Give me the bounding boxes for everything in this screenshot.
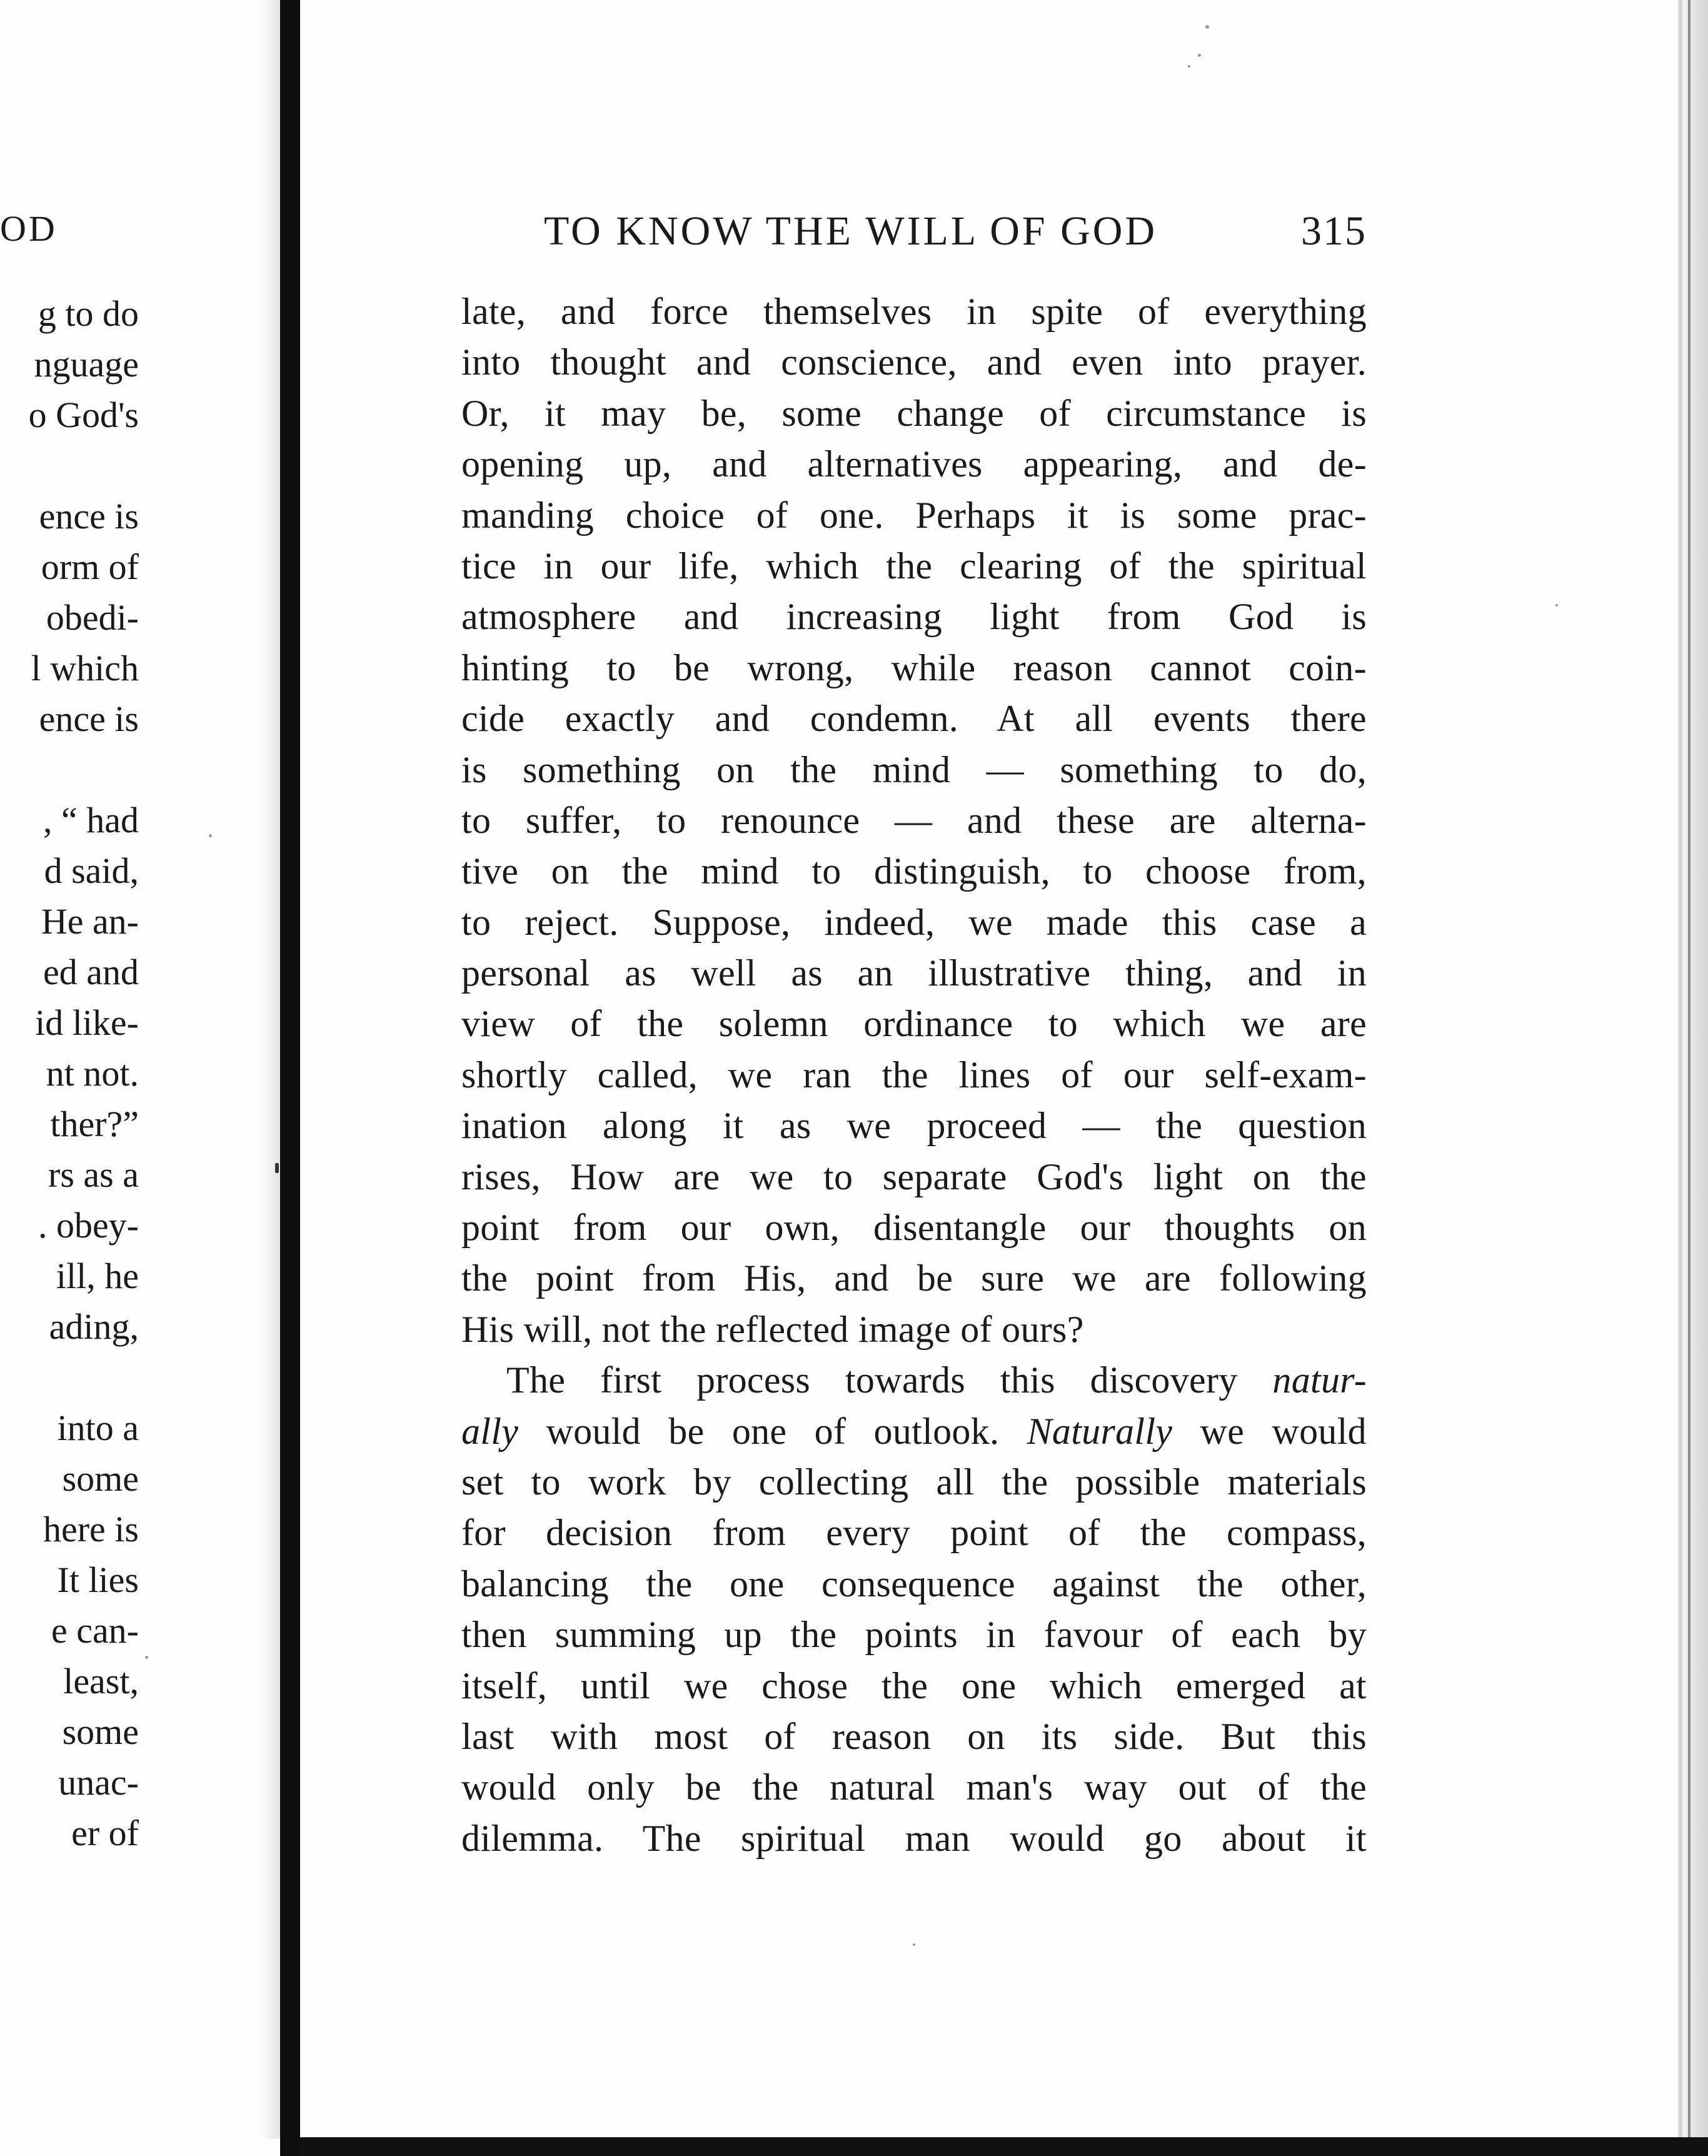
text-line: is something on the mind — something to do,	[461, 748, 1367, 790]
text-line: hinting to be wrong, while reason cannot coin-	[461, 647, 1367, 688]
left-line: l which	[31, 648, 139, 688]
text-line: to reject. Suppose, indeed, we made this case a	[461, 901, 1367, 943]
left-line: some	[62, 1458, 139, 1499]
text-run: we would	[1172, 1410, 1367, 1452]
italic-run: natur-	[1272, 1359, 1367, 1401]
text-line: then summing up the points in favour of each by	[461, 1614, 1367, 1656]
text-line: tive on the mind to distinguish, to choose from,	[461, 850, 1367, 892]
left-line: into a	[57, 1408, 139, 1448]
left-facing-page	[0, 0, 280, 2138]
left-line: g to do	[38, 293, 139, 334]
scan-speck	[1205, 25, 1209, 29]
left-line: obedi-	[46, 597, 139, 638]
text-line: to suffer, to renounce — and these are alterna-	[461, 799, 1367, 841]
left-line: , “ had	[43, 800, 139, 840]
running-title: TO KNOW THE WILL OF GOD	[544, 208, 1158, 254]
page-number: 315	[1301, 208, 1367, 254]
left-line: ence is	[39, 698, 139, 739]
text-line: tice in our life, which the clearing of the spiritual	[461, 545, 1367, 587]
scan-speck	[209, 834, 212, 837]
left-line: some	[62, 1711, 139, 1752]
left-line: ther?”	[50, 1104, 139, 1144]
gutter-shadow	[261, 0, 280, 2138]
page-edge	[1678, 0, 1708, 2156]
text-line: late, and force themselves in spite of everything	[461, 291, 1367, 332]
left-line: id like-	[35, 1002, 139, 1043]
text-line: personal as well as an illustrative thing, and in	[461, 952, 1367, 994]
text-line: dilemma. The spiritual man would go about it	[461, 1817, 1367, 1859]
left-line: here is	[43, 1509, 139, 1549]
left-line: nt not.	[46, 1053, 139, 1094]
text-line: itself, until we chose the one which emerged at	[461, 1665, 1367, 1706]
text-line: point from our own, disentangle our thoughts on	[461, 1207, 1367, 1249]
left-line: e can-	[51, 1610, 139, 1651]
left-running-head-fragment: OD	[0, 208, 58, 249]
text-run: would be one of outlook.	[518, 1410, 1027, 1452]
paragraph-opening-line	[461, 1355, 1367, 1406]
text-line	[461, 1406, 1367, 1457]
text-line: set to work by collecting all the possible materials	[461, 1461, 1367, 1503]
text-line: the point from His, and be sure we are following	[461, 1257, 1367, 1299]
text-line: view of the solemn ordinance to which we are	[461, 1003, 1367, 1045]
text-line: for decision from every point of the compass,	[461, 1512, 1367, 1554]
left-line: d said,	[44, 850, 139, 891]
left-line: ill, he	[56, 1256, 139, 1296]
running-head	[544, 206, 1367, 256]
left-line: unac-	[58, 1762, 139, 1803]
text-line: would only be the natural man's way out of the	[461, 1766, 1367, 1808]
left-line: ed and	[43, 952, 139, 992]
text-line: Or, it may be, some change of circumstance is	[461, 392, 1367, 434]
scan-speck	[1188, 65, 1190, 68]
text-line: ination along it as we proceed — the question	[461, 1105, 1367, 1147]
text-line: into thought and conscience, and even into prayer.	[461, 341, 1367, 383]
left-line: It lies	[57, 1559, 139, 1600]
page-edge-line	[1688, 0, 1690, 2156]
left-line: ence is	[39, 496, 139, 536]
text-line: cide exactly and condemn. At all events there	[461, 698, 1367, 740]
text-line: manding choice of one. Perhaps it is some prac-	[461, 494, 1367, 536]
left-line: orm of	[41, 547, 139, 587]
scan-speck	[1198, 54, 1201, 57]
left-line: ading,	[49, 1306, 139, 1347]
text-line: opening up, and alternatives appearing, and de-	[461, 443, 1367, 485]
italic-run: ally	[461, 1410, 519, 1452]
left-line: o God's	[28, 395, 139, 435]
left-line: rs as a	[48, 1154, 139, 1195]
left-line: least,	[63, 1661, 139, 1701]
scan-bottom-border	[300, 2137, 1708, 2156]
scan-speck	[145, 1656, 148, 1659]
text-line: His will, not the reflected image of ours?	[461, 1308, 1084, 1350]
left-line: He an-	[41, 901, 139, 942]
book-gutter	[280, 0, 300, 2156]
left-line: er of	[71, 1813, 139, 1853]
text-line: balancing the one consequence against the other,	[461, 1563, 1367, 1604]
text-line: rises, How are we to separate God's light on the	[461, 1156, 1367, 1197]
text-run: The first process towards this discovery	[506, 1359, 1273, 1401]
text-line: last with most of reason on its side. But this	[461, 1715, 1367, 1757]
scan-speck	[275, 1163, 279, 1173]
body-text	[461, 286, 1367, 1864]
scan-speck	[1555, 604, 1558, 607]
scan-speck	[913, 1943, 915, 1946]
italic-run: Naturally	[1027, 1410, 1173, 1452]
left-line: nguage	[34, 344, 139, 385]
text-line: atmosphere and increasing light from God is	[461, 596, 1367, 638]
text-line: shortly called, we ran the lines of our self-exam-	[461, 1054, 1367, 1096]
left-line: . obey-	[38, 1205, 139, 1246]
